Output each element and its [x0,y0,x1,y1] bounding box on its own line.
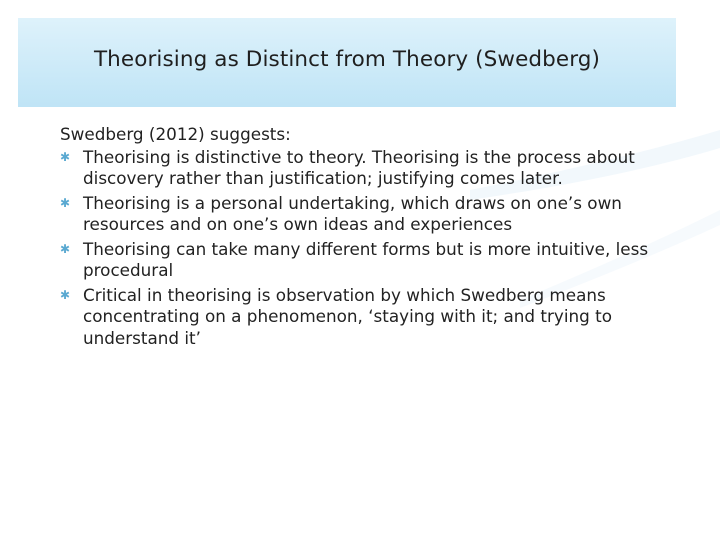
asterisk-bullet-icon: ✱ [60,241,71,256]
bullet-item [60,147,660,190]
asterisk-bullet-icon: ✱ [60,149,71,164]
bullet-text: Critical in theorising is observation by which Swedberg means concentrating on a phenomenon, ‘staying with it; and trying to understand it’ [83,284,612,348]
bullet-list [60,147,660,350]
title-band [18,18,676,107]
intro-text: Swedberg (2012) suggests: [60,124,291,144]
bullet-item [60,193,660,236]
bullet-text: Theorising is distinctive to theory. Theorising is the process about discovery rather than justification; justifying comes later. [83,146,635,188]
bullet-text: Theorising can take many different forms but is more intuitive, less procedural [83,238,649,280]
bullet-text: Theorising is a personal undertaking, which draws on one’s own resources and on one’s own ideas and experiences [83,192,622,234]
slide-title: Theorising as Distinct from Theory (Swedberg) [93,47,601,72]
asterisk-bullet-icon: ✱ [60,195,71,210]
bullet-item [60,239,660,282]
asterisk-bullet-icon: ✱ [60,287,71,302]
bullet-item [60,285,660,350]
slide-body [60,124,660,352]
